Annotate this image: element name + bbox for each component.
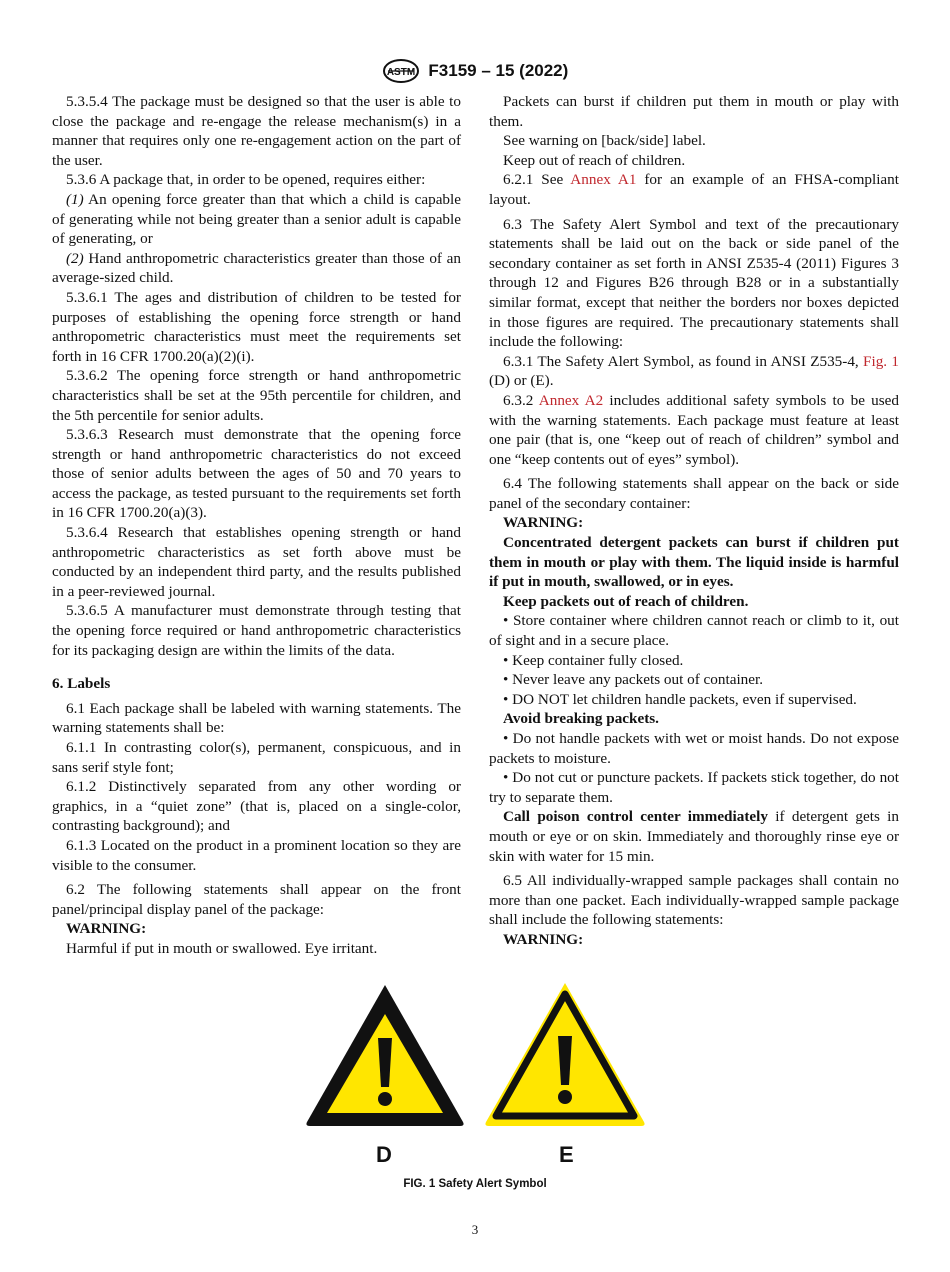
annex-a1-link[interactable]: Annex A1 <box>570 171 637 189</box>
astm-logo-icon <box>382 58 420 84</box>
figure-label-d: D <box>376 1142 392 1167</box>
page-number: 3 <box>471 1222 479 1237</box>
item-1-text: An opening force greater than that which a child is capable of generating while not being greater than a senior adult is capable of generating, or <box>52 190 461 248</box>
document-code: F3159 – 15 (2022) <box>428 61 569 80</box>
call-poison-bold: Call poison control center immediately <box>503 808 768 826</box>
item-1-number: (1) <box>66 190 84 208</box>
warning-heading-1: WARNING: <box>66 920 147 938</box>
item-2-number: (2) <box>66 249 84 267</box>
figure-caption: FIG. 1 Safety Alert Symbol <box>403 1178 547 1190</box>
para-5-3-6-5: 5.3.6.5 A manufacturer must demonstrate through testing that the opening force required or hand anthropometric characteristics for its packaging design are within the limits of the data. <box>52 602 461 659</box>
call-poison-control: Call poison control center immediately if detergent gets in mouth or eye or on skin. Immediately and thoroughly rinse eye or skin with water for 15 min. <box>489 808 899 865</box>
figure-1 <box>0 980 950 1200</box>
safety-alert-symbol-e-icon <box>484 980 646 1130</box>
left-column <box>52 92 461 959</box>
para-6-1-3: 6.1.3 Located on the product in a prominent location so they are visible to the consumer. <box>52 836 461 874</box>
bullet-store-container: • Store container where children cannot reach or climb to it, out of sight and in a secure place. <box>489 612 899 650</box>
bullet-keep-closed: • Keep container fully closed. <box>503 651 684 669</box>
bullet-cut-puncture: • Do not cut or puncture packets. If packets stick together, do not try to separate them. <box>489 769 899 806</box>
warning-heading-3: WARNING: <box>503 930 584 948</box>
para-6-3-1: 6.3.1 The Safety Alert Symbol, as found in ANSI Z535-4, Fig. 1 (D) or (E). <box>489 352 899 390</box>
para-6-3-2: 6.3.2 Annex A2 includes additional safety symbols to be used with the warning statements. Each package must feature at least one pair (that is, one “keep out of reach of children” symbol and one “keep contents out of eyes” symbol). <box>489 391 899 468</box>
concentrated-warning: Concentrated detergent packets can burst if children put them in mouth or play with them. The liquid inside is harmful if put in mouth, swallowed, or in eyes. <box>489 534 899 591</box>
para-5-3-6-1: 5.3.6.1 The ages and distribution of children to be tested for purposes of establishing the opening force strength or hand anthropometric characteristics must meet the requirements set forth in 16 CFR 1700.20(a)(2)(i). <box>52 288 461 365</box>
right-column <box>489 92 899 950</box>
bullet-never-leave: • Never leave any packets out of container. <box>503 671 764 689</box>
figure-label-e: E <box>559 1142 574 1167</box>
para-5-3-6-item-1 <box>52 190 461 249</box>
para-6-4: 6.4 The following statements shall appear on the back or side panel of the secondary container: <box>489 475 899 512</box>
item-2-text: Hand anthropometric characteristics greater than those of an average-sized child. <box>52 249 461 287</box>
warning-heading-2: WARNING: <box>503 514 584 532</box>
page-header <box>0 58 950 84</box>
burst-statement: Packets can burst if children put them in mouth or play with them. <box>489 93 899 130</box>
para-6-2: 6.2 The following statements shall appear on the front panel/principal display panel of the package: <box>52 881 461 918</box>
astm-logo-text: ASTM <box>386 67 415 78</box>
para-5-3-5-4: 5.3.5.4 The package must be designed so that the user is able to close the package and re-engage the release mechanism(s) in a manner that requires only one re-engagement action on the part of the user. <box>52 93 461 169</box>
bullet-do-not-let: • DO NOT let children handle packets, even if supervised. <box>503 690 857 708</box>
section-6-heading: 6. Labels <box>52 675 111 693</box>
para-6-3: 6.3 The Safety Alert Symbol and text of the precautionary statements shall be laid out on the back or side panel of the secondary container as set forth in ANSI Z535-4 (2011) Figures 3 through 12 and Figures B26 through B28 or in a substantially similar format, except that neither the borders nor boxes depicted in those figures are required. The precautionary statements shall include the following: <box>489 215 899 351</box>
para-5-3-6-item-2 <box>52 249 461 288</box>
keep-out-statement: Keep out of reach of children. <box>503 151 686 169</box>
avoid-breaking-heading: Avoid breaking packets. <box>503 710 659 728</box>
para-5-3-6-4: 5.3.6.4 Research that establishes opening strength or hand anthropometric characteristics as set forth above must be conducted by an independent third party, and the results published in a peer-reviewed journal. <box>52 524 461 600</box>
see-warning-statement: See warning on [back/side] label. <box>503 132 706 150</box>
para-6-1-1: 6.1.1 In contrasting color(s), permanent, conspicuous, and in sans serif style font; <box>52 739 461 776</box>
para-6-1-2: 6.1.2 Distinctively separated from any other wording or graphics, in a “quiet zone” (that is, placed on a single-color, contrasting background); and <box>52 778 461 835</box>
para-6-1: 6.1 Each package shall be labeled with warning statements. The warning statements shall be: <box>52 699 461 737</box>
safety-alert-symbol-d-icon <box>303 980 467 1130</box>
para-5-3-6-2: 5.3.6.2 The opening force strength or hand anthropometric characteristics shall be set at the 95th percentile for children, and the 5th percentile for senior adults. <box>52 367 461 424</box>
para-5-3-6-3: 5.3.6.3 Research must demonstrate that the opening force strength or hand anthropometric characteristics do not exceed those of senior adults between the ages of 50 and 70 years to access the package, as tested pursuant to the requirements set forth in 16 CFR 1700.20(a)(3). <box>52 426 461 522</box>
annex-a2-link[interactable]: Annex A2 <box>538 391 604 409</box>
harmful-statement: Harmful if put in mouth or swallowed. Eye irritant. <box>66 939 378 957</box>
para-6-2-1: 6.2.1 See Annex A1 for an example of an FHSA-compliant layout. <box>489 171 899 208</box>
fig-1-link[interactable]: Fig. 1 <box>863 352 899 370</box>
para-6-5: 6.5 All individually-wrapped sample packages shall contain no more than one packet. Each individually-wrapped sample package shall include the following statements: <box>489 872 899 929</box>
bullet-wet-hands: • Do not handle packets with wet or moist hands. Do not expose packets to moisture. <box>489 730 899 767</box>
para-5-3-6: 5.3.6 A package that, in order to be opened, requires either: <box>66 171 426 189</box>
keep-packets-heading: Keep packets out of reach of children. <box>503 592 749 610</box>
